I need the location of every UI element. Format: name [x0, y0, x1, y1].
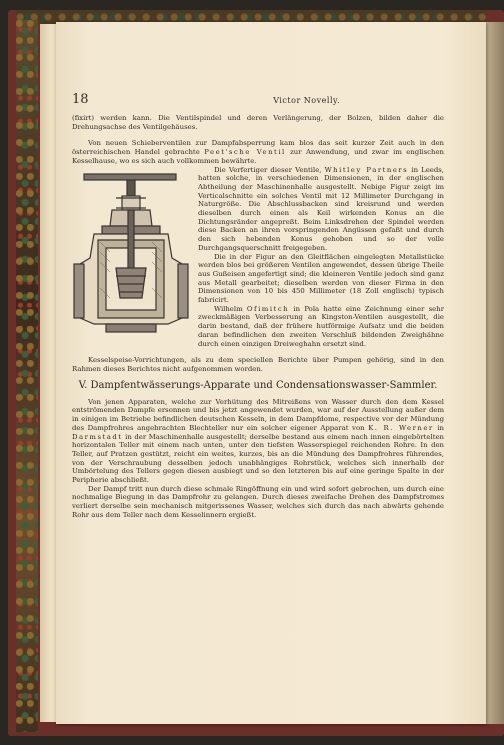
paragraph-7-in: in	[437, 423, 444, 432]
page-header	[72, 92, 444, 114]
valve-name: Peet'sche Ventil	[204, 148, 286, 157]
section-heading: V. Dampfentwässerungs-Apparate und Condensationswasser-Sammler.	[78, 379, 438, 391]
paragraph-3-text-end: in Leeds, hatten solche, in verschiedenen Dimensionen, in der englischen Abtheilung der Maschinenhalle ausgestellt. Nebige Figur zeigt im Verticalschnitte ein solches Ventil mit 12 Millimeter Durchgang in Naturgröße. Die Abschlussbacken sind kreisrund und werden dieselben durch einen als Keil wirkenden Konus an die Dichtungsränder angepreßt. Beim Linksdrehen der Spindel werden diese Backen an ihren vorspringenden Angüssen gefaßt und durch den sich hebenden Konus gehoben und so der volle Durchgangsquerschnitt freigegeben.	[198, 165, 444, 252]
valve-cross-section-figure	[72, 168, 190, 346]
page-content	[72, 92, 444, 520]
spacer	[72, 348, 444, 356]
city-name: Darmstadt	[72, 432, 123, 441]
paragraph-5-text: Wilhelm	[214, 304, 243, 313]
inventor-name: K. R. Werner	[368, 423, 434, 432]
paragraph-3-text: Die Verfertiger dieser Ventile,	[214, 165, 322, 174]
paragraph-8: Der Dampf tritt nun durch diese schmale Ringöffnung ein und wird sofort gebrochen, um durch eine nochmalige Biegung in das Dampfrohr zu gelangen. Durch dieses zweifache Drehen des Dampfstromes verliert derselbe sein mechanisch mitgerissenes Wasser, welches sich durch das nach abwärts gehende Rohr aus dem Teller nach dem Kesselinnern ergießt.	[72, 484, 444, 519]
firm-name: Whitley Partners	[324, 165, 409, 174]
paragraph-2-text: Von neuen Schieberventilen zur Dampfabsperrung kam blos das seit kurzer Zeit auch in den österreichischen Handel gebrachte	[72, 139, 444, 157]
paragraph-2	[72, 139, 444, 165]
marbled-spine	[16, 20, 38, 732]
paragraph-6: Kesselspeise-Vorrichtungen, als zu dem speciellen Berichte über Pumpen gehörig, sind in den Rahmen dieses Berichtes nicht aufgenommen worden.	[72, 356, 444, 373]
paragraph-7	[72, 398, 444, 485]
paragraph-1: (fixirt) werden kann. Die Ventilspindel und deren Verlängerung, der Bolzen, bilden daher die Drehungsachse des Ventilgehäuses.	[72, 114, 444, 131]
paragraph-2-text-end: zur Anwendung, und zwar im englischen Kesselhause, wo es sich auch vollkommen bewährte.	[72, 148, 444, 165]
valve-drawing	[72, 168, 190, 346]
paragraph-5-text-end: in Pola hatte eine Zeichnung einer sehr zweckmäßigen Verbesserung an Kingston-Ventilen ausgestellt, die darin bestand, daß der frühere hutförmige Aufsatz und die beiden daran befindlichen den zweiten Verschluß bildenden Zweighähne durch einen einzigen Dreiweghahn ersetzt sind.	[198, 304, 444, 348]
page-number: 18	[72, 92, 89, 107]
paragraph-7-text: Von jenen Apparaten, welche zur Verhütung des Mitreißens von Wasser durch den dem Kessel entströmenden Dampfe ersonnen und bis jetzt angewendet wurden, war auf der Ausstellung außer dem in einigen im Betriebe befindlichen deutschen Kesseln, in dem Dampfdome, respective vor der Mündung des Dampfrohres angebrachten Blechteller nur ein solcher eigener Apparat von	[72, 397, 444, 432]
running-head: Victor Novelly.	[273, 96, 340, 105]
person-name: Ofimitch	[246, 304, 290, 313]
paragraph-7-text-end: in der Maschinenhalle ausgestellt; derselbe bestand aus einem nach innen eingebörtelten horizontalen Teller mit einem nach unten, unter den tiefsten Wasserspiegel reichenden Rohre. In den Teller, auf Pratzen gestützt, reicht ein weites, kurzes, bis an die Mündung des Dampfrohres führendes, von der Verschraubung desselben jedoch unabhängiges Rohrstück, welches sich innerhalb der Umbörtelung des Tellers gegen diesen ausbiegt und so den letzteren bis auf eine geringe Spalte in der Peripherie abschließt.	[72, 432, 444, 485]
paragraph-4: Die in der Figur an den Gleitflächen eingelegten Metallstücke werden blos bei größeren Ventilen angewendet, dessen übrige Theile aus Gußeisen angefertigt sind; die kleineren Ventile jedoch sind ganz aus Metall gearbeitet; dieselben werden von dieser Firma in den Dimensionen von 10 bis 450 Millimeter (18 Zoll englisch) typisch fabricirt.	[198, 252, 444, 305]
page-stack-edge	[486, 22, 504, 724]
spacer	[72, 131, 444, 139]
